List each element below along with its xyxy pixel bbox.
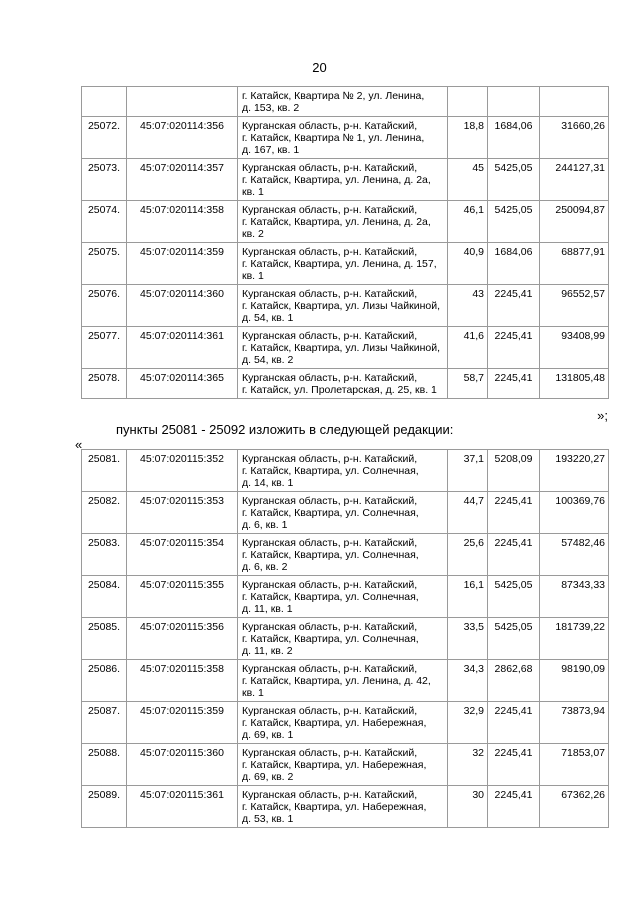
address-cell: Курганская область, р-н. Катайский, г. Катайск, Квартира, ул. Солнечная, д. 6, кв. 1 [238, 492, 448, 534]
cadastral-number-cell: 45:07:020114:357 [127, 159, 238, 201]
amendment-instruction: пункты 25081 - 25092 изложить в следующей редакции: [116, 422, 454, 437]
table-row [82, 327, 609, 369]
rate-cell: 2862,68 [488, 660, 540, 702]
rate-cell: 5208,09 [488, 450, 540, 492]
address-cell: Курганская область, р-н. Катайский, г. Катайск, Квартира, ул. Ленина, д. 157, кв. 1 [238, 243, 448, 285]
row-number-cell: 25087. [82, 702, 127, 744]
cadastral-number-cell: 45:07:020115:354 [127, 534, 238, 576]
row-number-cell: 25084. [82, 576, 127, 618]
cadastral-value-cell: 93408,99 [540, 327, 609, 369]
area-cell: 34,3 [448, 660, 488, 702]
address-cell: Курганская область, р-н. Катайский, г. Катайск, Квартира № 1, ул. Ленина, д. 167, кв. 1 [238, 117, 448, 159]
area-cell: 16,1 [448, 576, 488, 618]
row-number-cell: 25078. [82, 369, 127, 399]
table-row [82, 450, 609, 492]
row-number-cell: 25076. [82, 285, 127, 327]
row-number-cell: 25089. [82, 786, 127, 828]
address-cell: Курганская область, р-н. Катайский, г. Катайск, Квартира, ул. Ленина, д. 2а, кв. 1 [238, 159, 448, 201]
cadastral-value-cell: 71853,07 [540, 744, 609, 786]
row-number-cell: 25075. [82, 243, 127, 285]
table-row [82, 285, 609, 327]
area-cell: 18,8 [448, 117, 488, 159]
address-cell: Курганская область, р-н. Катайский, г. Катайск, Квартира, ул. Набережная, д. 69, кв. 1 [238, 702, 448, 744]
cadastral-number-cell: 45:07:020114:365 [127, 369, 238, 399]
cadastral-number-cell: 45:07:020115:359 [127, 702, 238, 744]
cadastral-value-cell: 57482,46 [540, 534, 609, 576]
cadastral-value-cell: 67362,26 [540, 786, 609, 828]
table-row [82, 534, 609, 576]
opening-quote: « [75, 437, 83, 452]
cadastral-number-cell: 45:07:020114:360 [127, 285, 238, 327]
row-number-cell: 25073. [82, 159, 127, 201]
row-number-cell: 25081. [82, 450, 127, 492]
cadastral-number-cell: 45:07:020114:361 [127, 327, 238, 369]
address-cell: Курганская область, р-н. Катайский, г. Катайск, Квартира, ул. Лизы Чайкиной, д. 54, кв. 2 [238, 327, 448, 369]
address-cell: Курганская область, р-н. Катайский, г. Катайск, Квартира, ул. Лизы Чайкиной, д. 54, кв. 1 [238, 285, 448, 327]
cadastral-value-cell: 98190,09 [540, 660, 609, 702]
cadastral-value-cell: 73873,94 [540, 702, 609, 744]
page-number: 20 [312, 60, 327, 75]
cadastral-value-cell [540, 87, 609, 117]
row-number-cell: 25085. [82, 618, 127, 660]
cadastral-number-cell: 45:07:020115:353 [127, 492, 238, 534]
table-row [82, 159, 609, 201]
rate-cell: 2245,41 [488, 369, 540, 399]
rate-cell: 1684,06 [488, 243, 540, 285]
address-cell: Курганская область, р-н. Катайский, г. Катайск, ул. Пролетарская, д. 25, кв. 1 [238, 369, 448, 399]
area-cell: 37,1 [448, 450, 488, 492]
rate-cell: 2245,41 [488, 744, 540, 786]
row-number-cell: 25077. [82, 327, 127, 369]
rate-cell: 5425,05 [488, 618, 540, 660]
address-cell: Курганская область, р-н. Катайский, г. Катайск, Квартира, ул. Набережная, д. 53, кв. 1 [238, 786, 448, 828]
rate-cell: 5425,05 [488, 159, 540, 201]
area-cell: 45 [448, 159, 488, 201]
rate-cell: 2245,41 [488, 492, 540, 534]
cadastral-value-cell: 100369,76 [540, 492, 609, 534]
cadastral-value-cell: 31660,26 [540, 117, 609, 159]
rate-cell [488, 87, 540, 117]
rate-cell: 2245,41 [488, 285, 540, 327]
table-row [82, 576, 609, 618]
cadastral-value-cell: 244127,31 [540, 159, 609, 201]
area-cell: 30 [448, 786, 488, 828]
cadastral-number-cell: 45:07:020114:356 [127, 117, 238, 159]
closing-quote: »; [597, 408, 608, 423]
area-cell: 58,7 [448, 369, 488, 399]
table-row [82, 369, 609, 399]
address-cell: Курганская область, р-н. Катайский, г. Катайск, Квартира, ул. Солнечная, д. 11, кв. 2 [238, 618, 448, 660]
cadastral-number-cell: 45:07:020115:358 [127, 660, 238, 702]
row-number-cell: 25074. [82, 201, 127, 243]
rate-cell: 2245,41 [488, 702, 540, 744]
table-row [82, 786, 609, 828]
cadastral-number-cell: 45:07:020114:358 [127, 201, 238, 243]
cadastral-number-cell: 45:07:020115:361 [127, 786, 238, 828]
row-number-cell: 25088. [82, 744, 127, 786]
property-table-new-edition [81, 449, 609, 828]
table-row [82, 744, 609, 786]
table-row [82, 492, 609, 534]
area-cell: 40,9 [448, 243, 488, 285]
table-row [82, 117, 609, 159]
cadastral-number-cell: 45:07:020115:356 [127, 618, 238, 660]
table-row [82, 618, 609, 660]
area-cell: 32 [448, 744, 488, 786]
address-cell: Курганская область, р-н. Катайский, г. Катайск, Квартира, ул. Солнечная, д. 6, кв. 2 [238, 534, 448, 576]
area-cell [448, 87, 488, 117]
table-row [82, 201, 609, 243]
rate-cell: 2245,41 [488, 534, 540, 576]
address-cell: Курганская область, р-н. Катайский, г. Катайск, Квартира, ул. Солнечная, д. 11, кв. 1 [238, 576, 448, 618]
rate-cell: 5425,05 [488, 201, 540, 243]
cadastral-number-cell: 45:07:020115:355 [127, 576, 238, 618]
rate-cell: 5425,05 [488, 576, 540, 618]
cadastral-value-cell: 250094,87 [540, 201, 609, 243]
address-cell: г. Катайск, Квартира № 2, ул. Ленина, д. 153, кв. 2 [238, 87, 448, 117]
row-number-cell: 25083. [82, 534, 127, 576]
rate-cell: 1684,06 [488, 117, 540, 159]
cadastral-number-cell: 45:07:020115:352 [127, 450, 238, 492]
address-cell: Курганская область, р-н. Катайский, г. Катайск, Квартира, ул. Набережная, д. 69, кв. 2 [238, 744, 448, 786]
area-cell: 25,6 [448, 534, 488, 576]
row-number-cell [82, 87, 127, 117]
row-number-cell: 25086. [82, 660, 127, 702]
area-cell: 32,9 [448, 702, 488, 744]
cadastral-value-cell: 96552,57 [540, 285, 609, 327]
address-cell: Курганская область, р-н. Катайский, г. Катайск, Квартира, ул. Ленина, д. 2а, кв. 2 [238, 201, 448, 243]
table-row [82, 702, 609, 744]
area-cell: 44,7 [448, 492, 488, 534]
cadastral-number-cell: 45:07:020114:359 [127, 243, 238, 285]
table-row [82, 660, 609, 702]
cadastral-value-cell: 131805,48 [540, 369, 609, 399]
rate-cell: 2245,41 [488, 327, 540, 369]
area-cell: 43 [448, 285, 488, 327]
property-table-continued [81, 86, 609, 399]
cadastral-value-cell: 181739,22 [540, 618, 609, 660]
area-cell: 46,1 [448, 201, 488, 243]
cadastral-number-cell [127, 87, 238, 117]
cadastral-number-cell: 45:07:020115:360 [127, 744, 238, 786]
address-cell: Курганская область, р-н. Катайский, г. Катайск, Квартира, ул. Ленина, д. 42, кв. 1 [238, 660, 448, 702]
area-cell: 33,5 [448, 618, 488, 660]
rate-cell: 2245,41 [488, 786, 540, 828]
table-row [82, 87, 609, 117]
area-cell: 41,6 [448, 327, 488, 369]
row-number-cell: 25082. [82, 492, 127, 534]
cadastral-value-cell: 193220,27 [540, 450, 609, 492]
address-cell: Курганская область, р-н. Катайский, г. Катайск, Квартира, ул. Солнечная, д. 14, кв. 1 [238, 450, 448, 492]
cadastral-value-cell: 87343,33 [540, 576, 609, 618]
cadastral-value-cell: 68877,91 [540, 243, 609, 285]
row-number-cell: 25072. [82, 117, 127, 159]
table-row [82, 243, 609, 285]
